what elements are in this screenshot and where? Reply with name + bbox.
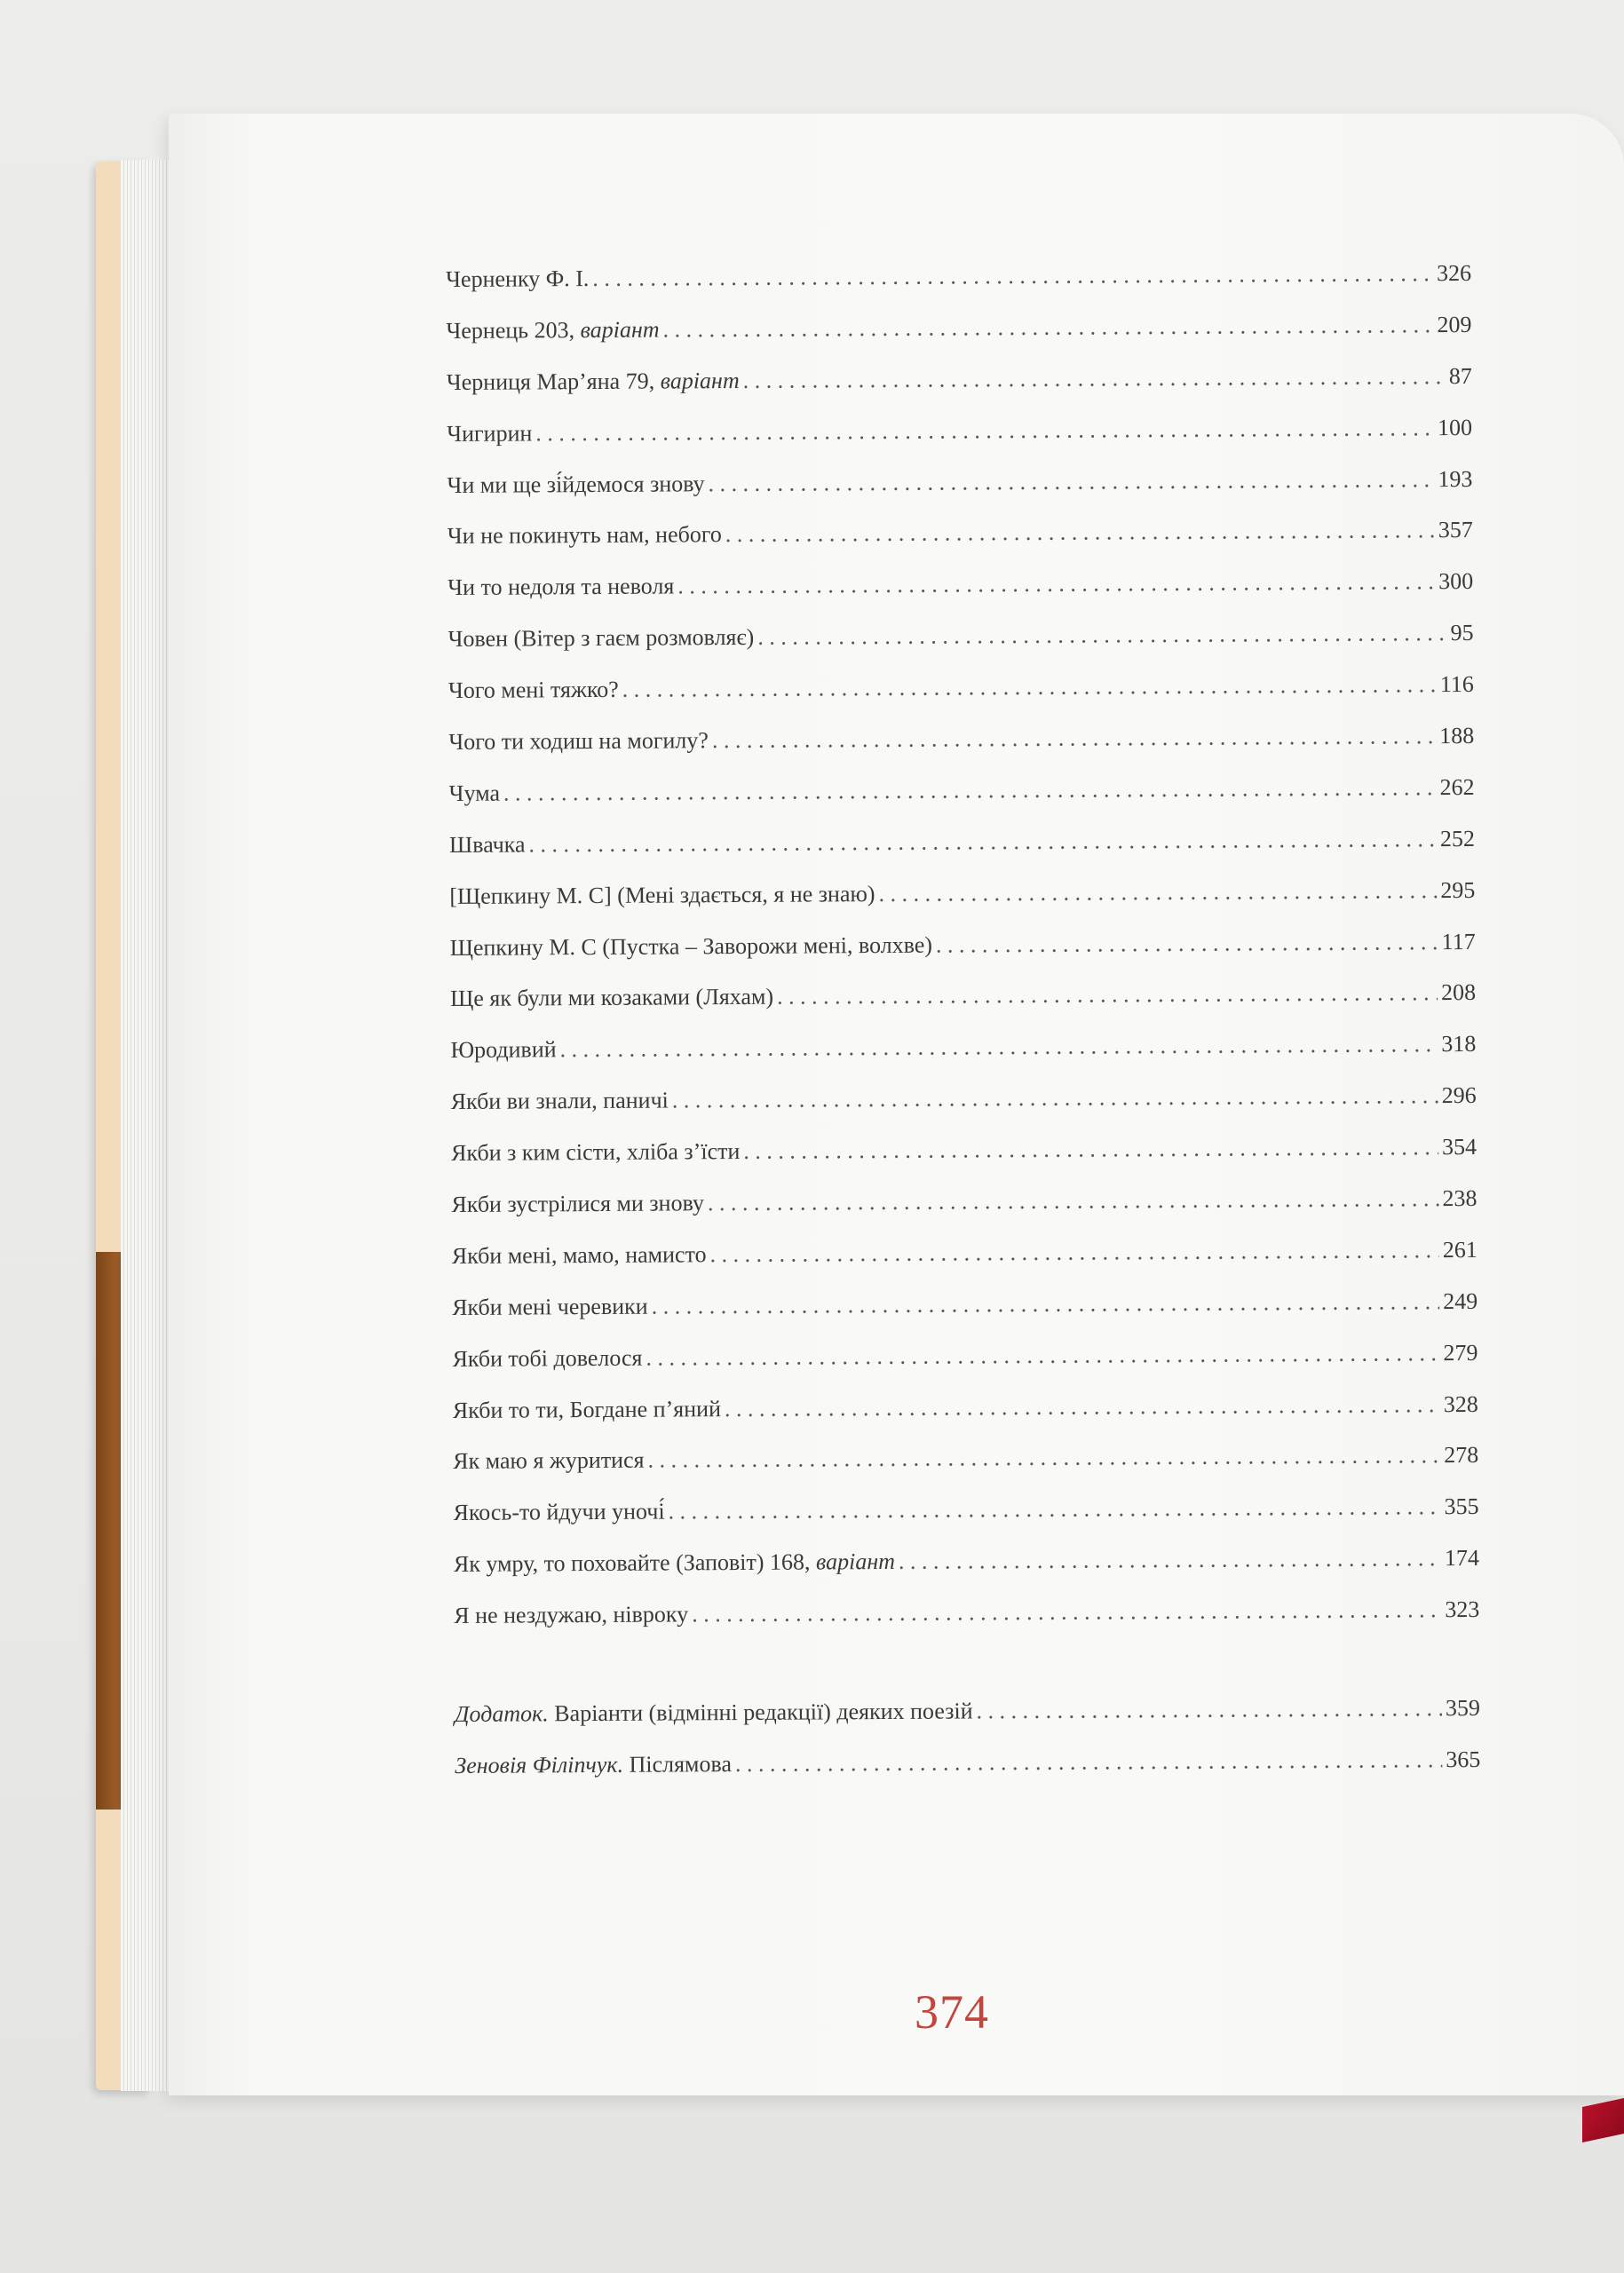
toc-entry-text: Чого мені тяжко? — [448, 676, 619, 704]
toc-entry-text: Щепкину М. С (Пустка – Заворожи мені, волхве) — [449, 931, 933, 961]
toc-entry-title — [449, 780, 501, 807]
dot-leader — [712, 723, 1437, 754]
dot-leader — [725, 518, 1435, 549]
dot-leader — [663, 312, 1434, 343]
dot-leader — [899, 1545, 1441, 1575]
dot-leader — [709, 466, 1435, 497]
toc-entry-italic: Додаток. — [454, 1700, 549, 1728]
toc-page-number: 279 — [1443, 1339, 1478, 1366]
toc-entry-title — [449, 881, 875, 910]
toc-page-number: 193 — [1438, 465, 1473, 492]
toc-entry-text: Чума — [448, 780, 501, 806]
toc-entry-title — [452, 1241, 707, 1270]
toc-page-number: 238 — [1442, 1184, 1477, 1212]
toc-entry-italic: варіант — [580, 316, 660, 343]
toc-entry-title — [451, 1190, 704, 1218]
toc-entry-title — [448, 677, 619, 704]
toc-page-number: 318 — [1441, 1031, 1477, 1057]
toc-entry-title — [450, 1037, 556, 1065]
toc-page-number: 328 — [1443, 1390, 1478, 1417]
toc-entry-text: Черненку Ф. І. — [446, 265, 590, 292]
toc-row — [449, 877, 1475, 935]
bookmark-ribbon — [1582, 2098, 1624, 2142]
toc-row — [446, 260, 1471, 318]
toc-row — [447, 363, 1472, 421]
toc-entry-title — [447, 368, 740, 396]
toc-entry-title — [454, 1602, 688, 1630]
toc-row — [447, 466, 1472, 524]
toc-page-number: 355 — [1444, 1493, 1479, 1520]
toc-row — [452, 1340, 1477, 1398]
toc-row — [451, 1134, 1477, 1192]
dot-leader — [743, 1134, 1438, 1165]
toc-entry-title — [449, 831, 526, 859]
toc-entry-text: Якби мені, мамо, намисто — [451, 1241, 707, 1269]
toc-row — [452, 1288, 1477, 1346]
toc-entry-title — [453, 1447, 645, 1475]
dot-leader — [652, 1288, 1440, 1319]
toc-entry-text: Човен (Вітер з гаєм розмовляє) — [448, 624, 755, 653]
toc-entry-text: Чи не покинуть нам, небого — [447, 521, 722, 550]
toc-entry-title — [446, 316, 659, 344]
toc-row — [450, 1031, 1476, 1089]
toc-entry-text: Якось-то йдучи уночі́ — [453, 1498, 665, 1526]
toc-entry-text: Післямова — [622, 1751, 733, 1778]
toc-entry-title — [451, 1088, 669, 1115]
toc-entry-text: Чого ти ходиш на могилу? — [448, 727, 709, 756]
toc-entry-text: Якби ви знали, паничі — [450, 1087, 669, 1115]
toc-entry-text: Чи то недоля та неволя — [448, 573, 675, 601]
toc-page-number: 300 — [1438, 568, 1474, 595]
toc-page-number: 87 — [1448, 362, 1472, 389]
toc-page-number: 295 — [1440, 876, 1476, 903]
toc-entry-text: Якби зустрілися ми знову — [451, 1190, 705, 1218]
dot-leader — [777, 980, 1438, 1011]
toc-page-number: 359 — [1445, 1694, 1481, 1722]
toc-page-number: 117 — [1441, 928, 1476, 954]
dot-leader — [669, 1494, 1441, 1525]
dot-leader — [878, 877, 1437, 907]
toc-row — [449, 774, 1475, 832]
toc-entry-text: Чернець 203, — [446, 316, 581, 344]
toc-entry-italic: варіант — [815, 1548, 896, 1575]
toc-entry-title — [450, 931, 932, 961]
toc-page-number: 326 — [1436, 259, 1472, 287]
toc-entry-title — [454, 1548, 895, 1578]
toc-entry-text: Швачка — [448, 831, 526, 858]
toc-page-number: 262 — [1439, 773, 1475, 801]
toc-row — [447, 415, 1472, 472]
toc-row — [448, 568, 1473, 626]
toc-entry-title — [447, 420, 532, 447]
toc-entry-text: Черниця Мар’яна 79, — [446, 368, 661, 395]
dot-leader — [647, 1443, 1440, 1474]
toc-entry-text: Ще як були ми козаками (Ляхам) — [449, 984, 774, 1012]
dot-leader — [646, 1340, 1439, 1371]
toc-page-number: 354 — [1441, 1134, 1477, 1160]
toc-page-number: 95 — [1450, 620, 1474, 646]
toc-entry-text: Чигирин — [447, 420, 533, 447]
toc-entry-text: Як умру, то поховайте (Заповіт) 168, — [453, 1548, 817, 1578]
toc-page-number: 116 — [1439, 671, 1474, 698]
toc-page-number: 174 — [1444, 1545, 1479, 1572]
toc-entry-text: Якби з ким сісти, хліба з’їсти — [451, 1138, 741, 1167]
toc-entry-text: Я не нездужаю, нівроку — [454, 1601, 689, 1629]
dot-leader — [528, 826, 1437, 858]
toc-entry-title — [450, 984, 773, 1012]
toc-entry-title — [448, 727, 709, 756]
dot-leader — [622, 671, 1437, 703]
dot-leader — [672, 1082, 1438, 1113]
toc-entry-title — [448, 522, 722, 550]
dot-leader — [709, 1237, 1438, 1268]
toc-entry-title — [446, 265, 589, 293]
toc-row — [448, 620, 1473, 677]
toc-row — [449, 826, 1475, 883]
toc-row — [452, 1237, 1477, 1295]
toc-entry-title — [452, 1344, 642, 1372]
toc-row — [450, 979, 1476, 1037]
toc-entry-text: Якби мені черевики — [452, 1293, 648, 1320]
toc-entry-title — [455, 1751, 732, 1779]
toc-row — [450, 929, 1476, 986]
toc-page-number: 261 — [1442, 1236, 1477, 1263]
toc-page-number: 296 — [1441, 1082, 1477, 1109]
toc-entry-title — [455, 1698, 973, 1728]
toc-entry-title — [447, 471, 704, 499]
toc-row — [451, 1185, 1477, 1243]
toc-row — [448, 723, 1474, 780]
toc-entry-text: Як маю я журитися — [453, 1447, 645, 1475]
toc-row — [446, 312, 1471, 369]
toc-entry-title — [448, 624, 754, 653]
toc-entry-text: Якби то ти, Богдане п’яний — [452, 1395, 722, 1423]
dot-leader — [743, 363, 1446, 394]
toc-entry-italic: Зеновія Філіпчук. — [455, 1751, 624, 1778]
toc-page-number: 252 — [1439, 825, 1476, 851]
toc-row — [455, 1746, 1480, 1804]
toc-page-number: 365 — [1446, 1746, 1481, 1773]
toc-entry-text: Варіанти (відмінні редакції) деяких поезій — [548, 1698, 973, 1727]
dot-leader — [708, 1185, 1439, 1216]
toc-row — [454, 1596, 1479, 1654]
toc-entry-text: [Щепкину М. С] (Мені здається, я не знаю) — [449, 880, 875, 909]
page-number: 374 — [915, 1985, 989, 2039]
table-of-contents — [446, 260, 1481, 1804]
toc-appendix — [455, 1695, 1481, 1804]
toc-entry-title — [448, 574, 674, 602]
toc-page-number: 278 — [1444, 1442, 1479, 1469]
toc-row — [448, 671, 1474, 729]
toc-row — [455, 1695, 1480, 1753]
toc-row — [453, 1442, 1478, 1500]
toc-entry-title — [453, 1499, 664, 1526]
toc-row — [454, 1545, 1479, 1603]
dot-leader — [735, 1746, 1443, 1778]
toc-page-number: 188 — [1439, 722, 1475, 749]
dot-leader — [757, 620, 1446, 651]
toc-page-number: 323 — [1445, 1596, 1480, 1623]
toc-entries — [446, 260, 1480, 1654]
toc-entry-text: Юродивий — [450, 1036, 557, 1064]
toc-entry-text: Якби тобі довелося — [452, 1344, 643, 1372]
toc-entry-text: Чи ми ще зі́йдемося знову — [447, 470, 705, 498]
dot-leader — [725, 1391, 1440, 1422]
toc-page-number: 100 — [1438, 414, 1473, 440]
toc-row — [453, 1493, 1478, 1551]
toc-page-number: 208 — [1440, 979, 1477, 1006]
toc-entry-title — [451, 1138, 740, 1167]
toc-row — [453, 1391, 1478, 1449]
toc-page-number: 249 — [1443, 1287, 1478, 1314]
toc-page-number: 209 — [1437, 311, 1472, 338]
dot-leader — [677, 569, 1435, 600]
toc-entry-title — [452, 1293, 648, 1320]
toc-row — [451, 1082, 1477, 1140]
dot-leader — [692, 1596, 1441, 1628]
page-edges — [121, 160, 174, 2091]
dot-leader — [535, 415, 1434, 447]
toc-entry-title — [453, 1396, 721, 1424]
toc-row — [448, 517, 1473, 574]
toc-page-number: 357 — [1438, 517, 1473, 543]
dot-leader — [592, 260, 1433, 292]
dot-leader — [560, 1032, 1438, 1064]
toc-entry-italic: варіант — [660, 367, 740, 394]
dot-leader — [936, 929, 1438, 958]
dot-leader — [977, 1695, 1443, 1724]
dot-leader — [503, 774, 1437, 806]
